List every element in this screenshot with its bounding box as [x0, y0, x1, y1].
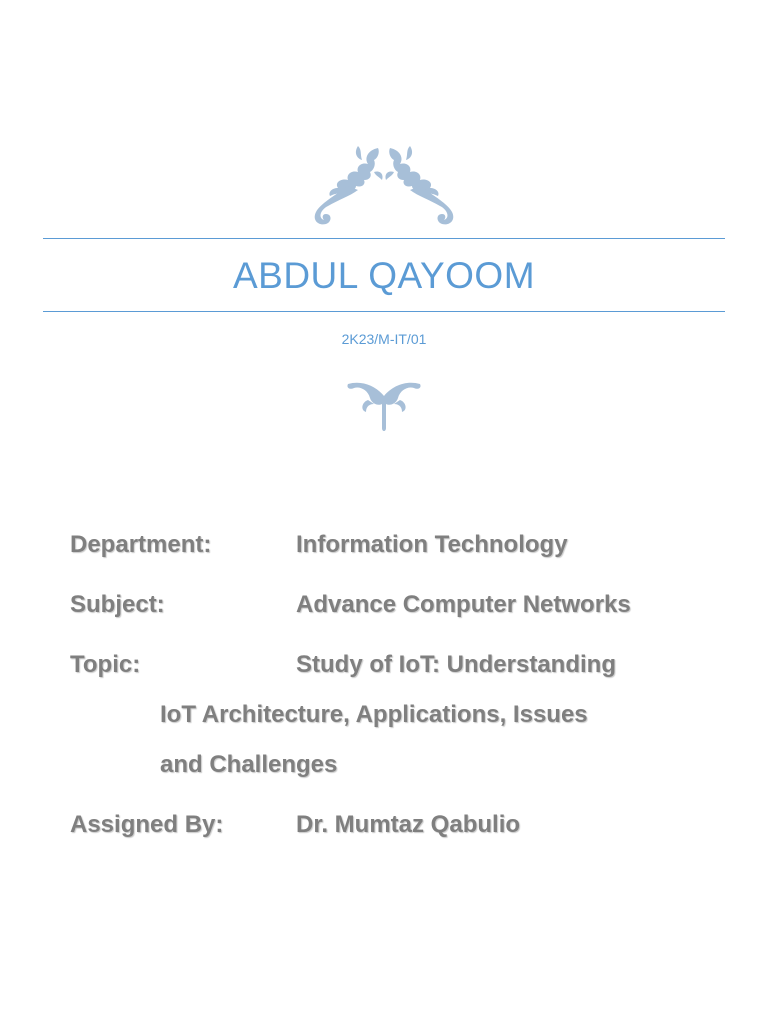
- subject-value: Advance Computer Networks: [296, 591, 631, 618]
- assigned-by-label: Assigned By:: [70, 811, 224, 838]
- department-value: Information Technology: [296, 531, 568, 558]
- topic-value-line1: Study of IoT: Understanding: [296, 651, 616, 678]
- bottom-divider: [43, 311, 725, 312]
- author-name: ABDUL QAYOOM: [232, 255, 536, 296]
- top-divider: [43, 238, 725, 239]
- floral-scroll-icon: [308, 140, 460, 230]
- subject-label: Subject:: [70, 591, 165, 618]
- topic-value-line3: and Challenges: [160, 751, 338, 778]
- roll-number: 2K23/M-IT/01: [341, 331, 427, 347]
- assigned-by-value: Dr. Mumtaz Qabulio: [296, 811, 521, 838]
- topic-value-line2: IoT Architecture, Applications, Issues: [160, 701, 588, 728]
- department-label: Department:: [70, 531, 212, 558]
- topic-label: Topic:: [70, 651, 141, 678]
- fleuron-icon: [344, 376, 424, 434]
